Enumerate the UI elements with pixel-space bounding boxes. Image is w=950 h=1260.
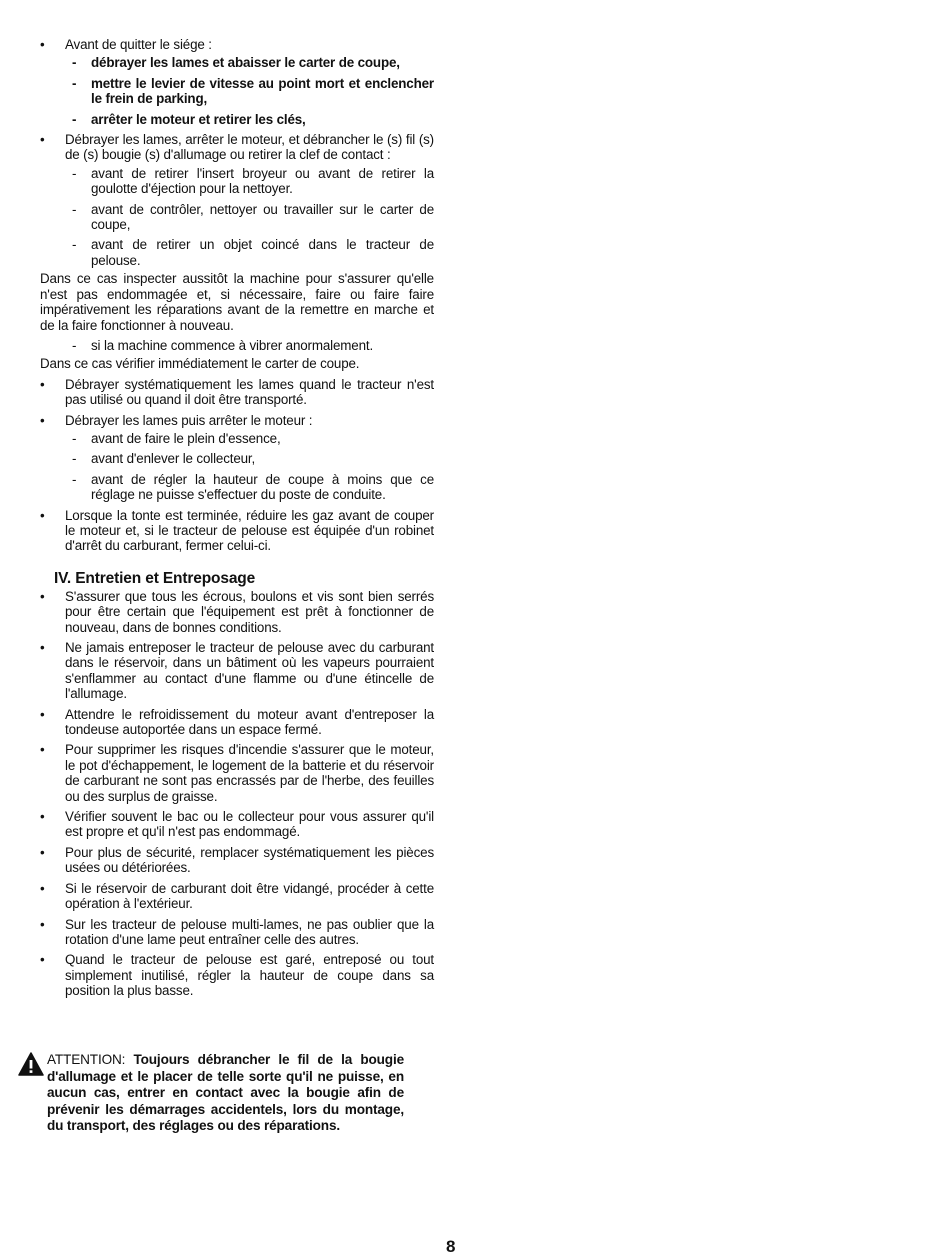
bullet-item: • Avant de quitter le siége :	[40, 37, 434, 52]
section-maintenance-storage	[40, 589, 434, 999]
paragraph: Dans ce cas vérifier immédiatement le carter de coupe.	[40, 356, 360, 372]
bullet-item: • Quand le tracteur de pelouse est garé, entreposé ou tout simplement inutilisé, régler la hauteur de coupe dans sa position la plus basse.	[40, 952, 434, 998]
warning-block	[18, 1052, 404, 1135]
page-number: 8	[446, 1237, 456, 1256]
dash-item: - débrayer les lames et abaisser le carter de coupe,	[40, 55, 434, 70]
bullet-item: • Pour supprimer les risques d'incendie s'assurer que le moteur, le pot d'échappement, le logement de la batterie et du réservoir de carburant ne sont pas encrassés par de l'herbe, des feuilles ou des surplus de graisse.	[40, 742, 434, 804]
bullet-item: • Lorsque la tonte est terminée, réduire les gaz avant de couper le moteur et, si le tracteur de pelouse est équipée d'un robinet d'arrêt du carburant, fermer celui-ci.	[40, 508, 434, 554]
bullet-item: • Si le réservoir de carburant doit être vidangé, procéder à cette opération à l'extérieur.	[40, 881, 434, 912]
dash-item: - mettre le levier de vitesse au point mort et enclencher le frein de parking,	[40, 76, 434, 107]
dash-item: - avant de retirer un objet coincé dans le tracteur de pelouse.	[40, 237, 434, 268]
bullet-item: • Débrayer les lames puis arrêter le moteur :	[40, 413, 434, 428]
bullet-item: • Débrayer systématiquement les lames quand le tracteur n'est pas utilisé ou quand il doit être transporté.	[40, 377, 434, 408]
section-heading: IV. Entretien et Entreposage	[54, 569, 256, 587]
bullet-item: • Sur les tracteur de pelouse multi-lames, ne pas oublier que la rotation d'une lame peut entraîner celle des autres.	[40, 917, 434, 948]
dash-item: - arrêter le moteur et retirer les clés,	[40, 112, 434, 127]
bullet-item: • Pour plus de sécurité, remplacer systématiquement les pièces usées ou détériorées.	[40, 845, 434, 876]
warning-body: Toujours débrancher le fil de la bougie d'allumage et le placer de telle sorte qu'il ne puisse, en aucun cas, entrer en contact avec la bougie afin de prévenir les démarrages accidentels, lors du montage, du transport, des réglages ou des réparations.	[47, 1052, 404, 1134]
warning-triangle-icon	[18, 1052, 44, 1076]
main-column	[40, 37, 434, 999]
dash-item: - avant de faire le plein d'essence,	[40, 431, 434, 446]
bullet-item: • Ne jamais entreposer le tracteur de pelouse avec du carburant dans le réservoir, dans un bâtiment où les vapeurs pourraient s'enflammer au contact d'une flamme ou d'une étincelle de l'allumage.	[40, 640, 434, 702]
bullet-item: • Vérifier souvent le bac ou le collecteur pour vous assurer qu'il est propre et qu'il n'est pas endommagé.	[40, 809, 434, 840]
bullet-item: • Attendre le refroidissement du moteur avant d'entreposer la tondeuse autoportée dans un espace fermé.	[40, 707, 434, 738]
bullet-item: • S'assurer que tous les écrous, boulons et vis sont bien serrés pour être certain que l'équipement est prêt à fonctionner de nouveau, dans de bonnes conditions.	[40, 589, 434, 635]
dash-item: - si la machine commence à vibrer anormalement.	[40, 338, 434, 353]
section-safety-operation	[40, 37, 434, 554]
dash-item: - avant de retirer l'insert broyeur ou avant de retirer la goulotte d'éjection pour la nettoyer.	[40, 166, 434, 197]
dash-item: - avant d'enlever le collecteur,	[40, 451, 434, 466]
dash-item: - avant de régler la hauteur de coupe à moins que ce réglage ne puisse s'effectuer du poste de conduite.	[40, 472, 434, 503]
paragraph: Dans ce cas inspecter aussitôt la machine pour s'assurer qu'elle n'est pas endommagée et, si nécessaire, faire ou faire faire impérativement les réparations avant de la remettre en marche et de la faire fonctionner à nouveau.	[40, 271, 434, 333]
warning-label: ATTENTION:	[47, 1052, 126, 1067]
warning-text	[47, 1052, 404, 1135]
bullet-item: • Débrayer les lames, arrêter le moteur, et débrancher le (s) fil (s) de (s) bougie (s) d'allumage ou retirer la clef de contact :	[40, 132, 434, 163]
dash-item: - avant de contrôler, nettoyer ou travailler sur le carter de coupe,	[40, 202, 434, 233]
